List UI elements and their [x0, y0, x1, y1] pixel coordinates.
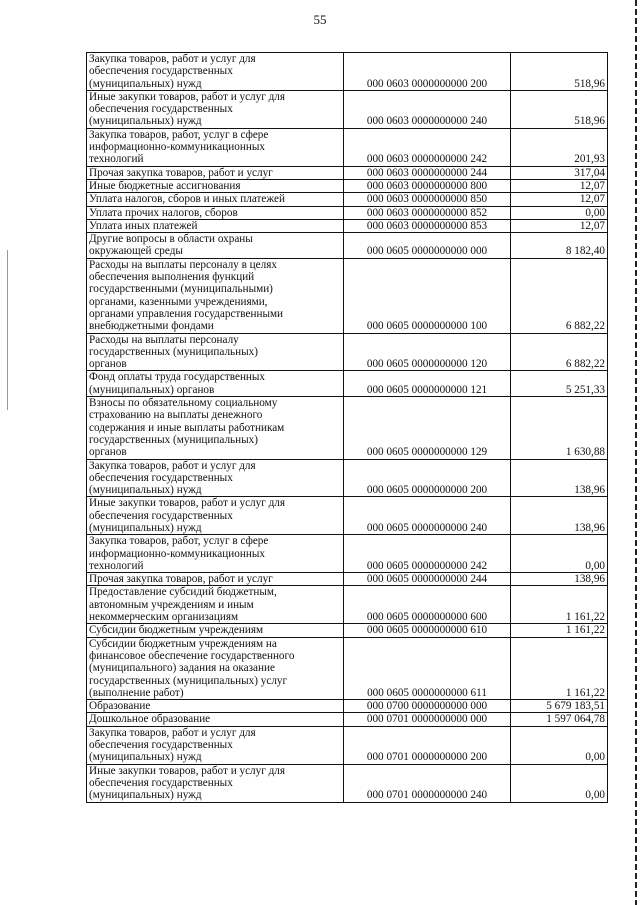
table-row: [87, 700, 608, 713]
expense-name-cell: [87, 233, 344, 259]
expense-name-cell: [87, 90, 344, 128]
amount-cell: 317,04: [511, 166, 608, 179]
table-row: [87, 233, 608, 259]
expense-name-line: Субсидии бюджетным учреждениям на: [89, 637, 277, 650]
table-row: [87, 371, 608, 397]
budget-code-cell: 000 0605 0000000000 242: [344, 535, 511, 573]
amount-cell: 6 882,22: [511, 258, 608, 333]
expense-name-line: технологий: [89, 153, 144, 166]
expense-name-line: Закупка товаров, работ и услуг для: [89, 459, 256, 472]
budget-code-cell: 000 0603 0000000000 850: [344, 193, 511, 206]
expense-name-cell: [87, 764, 344, 802]
expense-name-cell: [87, 166, 344, 179]
table-row: [87, 128, 608, 166]
expense-name-line: Уплата налогов, сборов и иных платежей: [89, 193, 285, 206]
table-row: [87, 333, 608, 371]
budget-code-cell: 000 0603 0000000000 800: [344, 179, 511, 192]
expense-name-cell: [87, 179, 344, 192]
budget-code-cell: 000 0605 0000000000 000: [344, 233, 511, 259]
expense-name-line: Иные закупки товаров, работ и услуг для: [89, 90, 286, 103]
budget-code-cell: 000 0605 0000000000 121: [344, 371, 511, 397]
expense-name-cell: [87, 219, 344, 232]
budget-code-cell: 000 0701 0000000000 200: [344, 726, 511, 764]
table-row: [87, 586, 608, 624]
expense-name-cell: [87, 193, 344, 206]
budget-code-cell: 000 0701 0000000000 240: [344, 764, 511, 802]
expense-name-line: внебюджетными фондами: [89, 320, 214, 333]
scan-edge-dashes: [635, 0, 637, 905]
expense-name-line: (муниципальных) нужд: [89, 751, 202, 764]
amount-cell: 0,00: [511, 726, 608, 764]
expense-name-line: (муниципального) задания на оказание: [89, 662, 275, 675]
expense-name-line: автономным учреждениям и иным: [89, 598, 254, 611]
page-number: 55: [313, 12, 327, 27]
amount-cell: 0,00: [511, 206, 608, 219]
expense-name-cell: [87, 700, 344, 713]
amount-cell: 0,00: [511, 764, 608, 802]
expense-name-line: Закупка товаров, работ, услуг в сфере: [89, 535, 269, 548]
amount-cell: 6 882,22: [511, 333, 608, 371]
budget-code-cell: 000 0603 0000000000 242: [344, 128, 511, 166]
table-row: [87, 624, 608, 637]
expense-name-cell: [87, 333, 344, 371]
expense-name-cell: [87, 713, 344, 726]
budget-code-cell: 000 0603 0000000000 853: [344, 219, 511, 232]
amount-cell: 1 161,22: [511, 586, 608, 624]
expense-name-line: Субсидии бюджетным учреждениям: [89, 624, 264, 637]
expense-name-cell: [87, 624, 344, 637]
expense-name-line: Образование: [89, 700, 151, 713]
expense-name-line: некоммерческим организациям: [89, 611, 239, 624]
amount-cell: 0,00: [511, 535, 608, 573]
expense-name-line: Уплата иных платежей: [89, 219, 198, 232]
expense-name-line: Иные закупки товаров, работ и услуг для: [89, 764, 286, 777]
expense-name-cell: [87, 128, 344, 166]
expense-name-line: обеспечения государственных: [89, 739, 233, 752]
expense-name-line: обеспечения государственных: [89, 776, 233, 789]
expense-name-line: Другие вопросы в области охраны: [89, 233, 253, 246]
amount-cell: 138,96: [511, 497, 608, 535]
expense-name-cell: [87, 573, 344, 586]
expense-name-cell: [87, 637, 344, 699]
amount-cell: 1 630,88: [511, 397, 608, 459]
expense-name-cell: [87, 459, 344, 497]
table-row: [87, 193, 608, 206]
expense-name-line: обеспечения государственных: [89, 103, 233, 116]
expense-name-cell: [87, 258, 344, 333]
table-row: [87, 90, 608, 128]
budget-code-cell: 000 0605 0000000000 100: [344, 258, 511, 333]
amount-cell: 201,93: [511, 128, 608, 166]
expense-name-line: Закупка товаров, работ, услуг в сфере: [89, 128, 269, 141]
amount-cell: 5 251,33: [511, 371, 608, 397]
budget-table: [86, 52, 608, 803]
expense-name-line: Закупка товаров, работ и услуг для: [89, 53, 256, 65]
amount-cell: 12,07: [511, 193, 608, 206]
expense-name-line: государственными (муниципальными): [89, 283, 273, 296]
amount-cell: 1 597 064,78: [511, 713, 608, 726]
table-row: [87, 397, 608, 459]
table-row: [87, 726, 608, 764]
expense-name-line: Предоставление субсидий бюджетным,: [89, 586, 277, 599]
expense-name-line: государственных (муниципальных) услуг: [89, 674, 288, 687]
expense-name-cell: [87, 53, 344, 91]
budget-table-body: [87, 53, 608, 803]
budget-code-cell: 000 0700 0000000000 000: [344, 700, 511, 713]
expense-name-line: (муниципальных) нужд: [89, 521, 202, 534]
expense-name-line: (выполнение работ): [89, 686, 184, 699]
expense-name-cell: [87, 371, 344, 397]
amount-cell: 1 161,22: [511, 624, 608, 637]
amount-cell: 8 182,40: [511, 233, 608, 259]
table-row: [87, 764, 608, 802]
expense-name-cell: [87, 497, 344, 535]
table-row: [87, 53, 608, 91]
expense-name-line: государственных (муниципальных): [89, 345, 258, 358]
expense-name-line: финансовое обеспечение государственного: [89, 649, 295, 662]
expense-name-line: обеспечения государственных: [89, 509, 233, 522]
expense-name-line: Закупка товаров, работ и услуг для: [89, 726, 256, 739]
amount-cell: 138,96: [511, 573, 608, 586]
amount-cell: 12,07: [511, 219, 608, 232]
expense-name-line: информационно-коммуникационных: [89, 547, 265, 560]
expense-name-line: Взносы по обязательному социальному: [89, 397, 278, 410]
table-row: [87, 713, 608, 726]
expense-name-line: (муниципальных) нужд: [89, 77, 202, 90]
scan-edge-line: [7, 250, 8, 410]
expense-name-line: органами управления государственными: [89, 307, 284, 320]
table-row: [87, 535, 608, 573]
expense-name-line: обеспечения государственных: [89, 65, 233, 78]
table-row: [87, 206, 608, 219]
expense-name-line: Уплата прочих налогов, сборов: [89, 206, 238, 219]
expense-name-line: (муниципальных) нужд: [89, 484, 202, 497]
table-row: [87, 166, 608, 179]
expense-name-line: Прочая закупка товаров, работ и услуг: [89, 573, 273, 586]
table-row: [87, 637, 608, 699]
expense-name-line: (муниципальных) органов: [89, 383, 215, 396]
table-row: [87, 573, 608, 586]
expense-name-line: (муниципальных) нужд: [89, 115, 202, 128]
expense-name-cell: [87, 535, 344, 573]
table-row: [87, 258, 608, 333]
amount-cell: 12,07: [511, 179, 608, 192]
table-row: [87, 497, 608, 535]
amount-cell: 518,96: [511, 90, 608, 128]
expense-name-cell: [87, 586, 344, 624]
expense-name-line: Расходы на выплаты персоналу: [89, 333, 239, 346]
expense-name-line: обеспечения выполнения функций: [89, 271, 255, 284]
expense-name-line: органов: [89, 446, 127, 459]
budget-code-cell: 000 0603 0000000000 244: [344, 166, 511, 179]
expense-name-line: содержания и иные выплаты работникам: [89, 421, 285, 434]
expense-name-line: Фонд оплаты труда государственных: [89, 371, 266, 384]
expense-name-line: Иные закупки товаров, работ и услуг для: [89, 497, 286, 510]
expense-name-cell: [87, 726, 344, 764]
expense-name-line: органами, казенными учреждениями,: [89, 295, 268, 308]
expense-name-line: Дошкольное образование: [89, 713, 211, 726]
budget-code-cell: 000 0603 0000000000 852: [344, 206, 511, 219]
expense-name-line: Иные бюджетные ассигнования: [89, 179, 241, 192]
budget-code-cell: 000 0701 0000000000 000: [344, 713, 511, 726]
amount-cell: 1 161,22: [511, 637, 608, 699]
budget-code-cell: 000 0605 0000000000 244: [344, 573, 511, 586]
budget-code-cell: 000 0603 0000000000 240: [344, 90, 511, 128]
expense-name-line: технологий: [89, 559, 144, 572]
amount-cell: 518,96: [511, 53, 608, 91]
expense-name-line: информационно-коммуникационных: [89, 141, 265, 154]
expense-name-line: обеспечения государственных: [89, 471, 233, 484]
table-row: [87, 179, 608, 192]
expense-name-line: окружающей среды: [89, 245, 183, 258]
table-row: [87, 219, 608, 232]
expense-name-line: страхованию на выплаты денежного: [89, 409, 263, 422]
budget-code-cell: 000 0605 0000000000 120: [344, 333, 511, 371]
expense-name-line: (муниципальных) нужд: [89, 789, 202, 802]
table-row: [87, 459, 608, 497]
expense-name-line: государственных (муниципальных): [89, 433, 258, 446]
amount-cell: 5 679 183,51: [511, 700, 608, 713]
expense-name-line: органов: [89, 358, 127, 371]
budget-code-cell: 000 0605 0000000000 611: [344, 637, 511, 699]
budget-code-cell: 000 0603 0000000000 200: [344, 53, 511, 91]
expense-name-line: Расходы на выплаты персоналу в целях: [89, 258, 277, 271]
budget-code-cell: 000 0605 0000000000 129: [344, 397, 511, 459]
budget-code-cell: 000 0605 0000000000 610: [344, 624, 511, 637]
expense-name-line: Прочая закупка товаров, работ и услуг: [89, 166, 273, 179]
amount-cell: 138,96: [511, 459, 608, 497]
budget-code-cell: 000 0605 0000000000 240: [344, 497, 511, 535]
budget-code-cell: 000 0605 0000000000 600: [344, 586, 511, 624]
budget-code-cell: 000 0605 0000000000 200: [344, 459, 511, 497]
expense-name-cell: [87, 206, 344, 219]
expense-name-cell: [87, 397, 344, 459]
